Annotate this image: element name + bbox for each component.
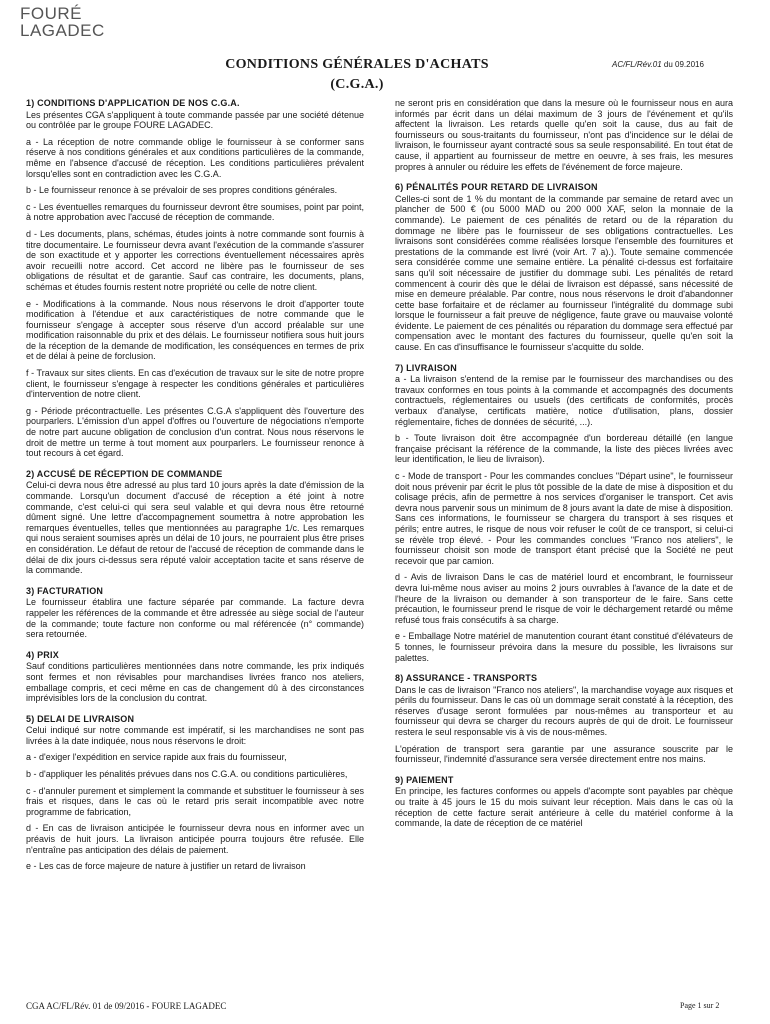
title-line-2: (C.G.A.) — [330, 77, 384, 92]
left-column — [26, 98, 364, 882]
footer-reference: CGA AC/FL/Rév. 01 de 09/2016 - FOURE LAGADEC — [26, 1001, 227, 1011]
paragraph: Celui-ci devra nous être adressé au plus tard 10 jours après la date d'émission de la commande. Lorsqu'un document d'accusé de réception a été joint à notre commande, c'est celui-ci qui sera seul valable et qui devra nous être retourné dûment signé. Une lettre d'accompagnement soumettra à notre approbation les remarques éventuelles, telles que mentionnées au paragraphe 1/c. Les remarques qui nous seraient soumises après un délai de 10 jours, ne pourraient plus être prises en considération. Le défaut de retour de l'accusé de réception de commande dans le délai de dix jours ci-dessus sera réputé valoir acceptation tacite et sans réserve de la commande. — [26, 480, 364, 576]
reference-code: AC/FL/Rév.01 — [612, 60, 662, 69]
section-heading: 8) ASSURANCE - TRANSPORTS — [395, 673, 538, 684]
paragraph: Sauf conditions particulières mentionnées dans notre commande, les prix indiqués sont fermes et non révisables pour marchandises livrées franco nos ateliers, emballage compris, et ceci même en cas de changement dû à des circonstances imprévisibles lors de la conclusion du contrat. — [26, 661, 364, 704]
paragraph: c - d'annuler purement et simplement la commande et substituer le fournisseur à ses frais et risques, dans le cas où le retard pris serait incompatible avec notre programme de fabrication, — [26, 785, 364, 817]
paragraph: d - Avis de livraison Dans le cas de matériel lourd et encombrant, le fournisseur devra lui-même nous aviser au moins 2 jours ouvrables à l'avance de la date et de l'heure de la livraison ou demander à son transporteur de le faire. Sans cette précaution, le fournisseur prend le risque de voir le déchargement retardé ou même refusé tous frais consécutifs à sa charge. — [395, 572, 733, 625]
paragraph: b - Toute livraison doit être accompagnée d'un bordereau détaillé (en langue française précisant la référence de la commande, la liste des pièces livrées avec leur identification, le lieu de livraison). — [395, 433, 733, 465]
section — [395, 775, 733, 829]
logo-line-1: FOURÉ — [20, 4, 82, 23]
paragraph: e - Modifications à la commande. Nous nous réservons le droit d'apporter toute modification à l'étendue et aux caractéristiques de notre commande que le fournisseur s'engage à accepter sous réserve d'un accord préalable sur une modification raisonnable du prix et des délais. Le fournisseur notifiera sous huit jours de la réception de la demande de modification, les conséquences en termes de prix et de délai à peine de forclusion. — [26, 298, 364, 362]
paragraph: ne seront pris en considération que dans la mesure où le fournisseur nous en aura informés par écrit dans un délai maximum de 3 jours de l'événement et qu'ils affectent la livraison. Les retards quelle qu'en soit la cause, dus au fait de fournisseurs ou sous-traitants du fournisseur, n'ont pas d'incidence sur le délai de livraison, le fournisseur ayant contracté sous sa seule responsabilité. En tout état de cause, il appartient au fournisseur de mettre en oeuvre, à ses frais, les mesures propres à annuler ou réduire les effets de l'événement de force majeure. — [395, 98, 733, 172]
section — [395, 363, 733, 663]
section — [26, 650, 364, 704]
paragraph: L'opération de transport sera garantie par une assurance souscrite par le fournisseur, l'indemnité d'assurance sera versée directement entre nos mains. — [395, 743, 733, 765]
paragraph: Les présentes CGA s'appliquent à toute commande passée par une société détenue ou contrôlée par le groupe FOURE LAGADEC. — [26, 109, 364, 131]
section — [26, 586, 364, 640]
title-line-1: CONDITIONS GÉNÉRALES D'ACHATS — [225, 57, 489, 72]
section — [395, 98, 733, 172]
right-column — [395, 98, 733, 839]
paragraph: c - Mode de transport - Pour les commandes conclues "Départ usine", le fournisseur doit nous prévenir par écrit le plus tôt possible de la date de mise à disposition et du colisage précis, afin de permettre à nos services d'organiser le transport. Cet avis devra nous parvenir sous un minimum de 8 jours avant la date de mise à disposition. Sans ces informations, le fournisseur se chargera du transport à ses risques et périls; entre autres, le risque de nous voir refuser le coût de ce transport, si celui-ci se révèle trop élevé. - Pour les commandes conclues "Franco nos ateliers", le fournisseur choisit son mode de transport étant précisé que la Société ne peut recevoir que par camion. — [395, 471, 733, 566]
paragraph: Dans le cas de livraison "Franco nos ateliers", la marchandise voyage aux risques et périls du fournisseur. Dans le cas où un dommage serait constaté à la réception, des réserves d'usage seront formulées par nous-mêmes au transporteur et au fournisseur qui devra se charger du recours auprès de qui de droit. Le fournisseur restera le seul responsable vis à vis de nous-mêmes. — [395, 684, 733, 738]
section-heading: 7) LIVRAISON — [395, 362, 457, 373]
paragraph: Celui indiqué sur notre commande est impératif, si les marchandises ne sont pas livrées à la date indiquée, nous nous réservons le droit: — [26, 725, 364, 746]
paragraph: a - La réception de notre commande oblige le fournisseur à se conformer sans réserve à nos conditions générales et aux conditions particulières de la commande, même en l'absence d'accusé de réception. Les conditions particulières prévalent lorsqu'elles sont en contradiction avec les C.G.A. — [26, 136, 364, 179]
paragraph: d - En cas de livraison anticipée le fournisseur devra nous en informer avec un préavis de huit jours. La livraison anticipée pourra toujours être refusée. Elle n'entraîne pas anticipation des délais de paiement. — [26, 823, 364, 855]
section — [395, 182, 733, 353]
section-heading: 4) PRIX — [26, 649, 59, 660]
paragraph: Celles-ci sont de 1 % du montant de la commande par semaine de retard avec un plancher de 500 € (ou 5000 MAD ou 200 000 XAF, selon la monnaie de la commande). Le paiement de ces pénalités de retard ou de la réparation du dommage ne libère pas le fournisseur de ses obligations contractuelles. Les livraisons sont considérées comme réalisées lorsque l'ensemble des fournitures et prestations de la commande est livré (voir Art. 7 a).). Toute semaine commencée sera considérée comme une semaine entière. La pénalité ci-dessus est forfaitaire sans qu'il soit nécessaire de justifier du dommage subi. Les pénalités de retard commencent à courir dès que le délai de livraison est dépassé, sans nécessité de mise en demeure préalable. Par contre, nous nous réservons le droit d'abandonner cette base forfaitaire et de réclamer au fournisseur l'intégralité du dommage subi lorsque le fournisseur a fait preuve de négligence, faute grave ou mauvaise volonté évidente. Le paiement de ces pénalités ou réparation du dommage sera effectué par compensation avec le montant des factures du fournisseur, quelle qu'en soit la cause. En cas d'insuffisance le fournisseur s'acquitte du solde. — [395, 193, 733, 353]
reference-date: du 09.2016 — [661, 60, 704, 69]
section-heading: 6) PÉNALITÉS POUR RETARD DE LIVRAISON — [395, 182, 598, 193]
section-heading: 2) ACCUSÉ DE RÉCEPTION DE COMMANDE — [26, 468, 223, 479]
section-heading: 1) CONDITIONS D'APPLICATION DE NOS C.G.A. — [26, 98, 240, 108]
section — [26, 714, 364, 872]
section-heading: 3) FACTURATION — [26, 585, 104, 596]
logo-line-2: LAGADEC — [20, 21, 105, 40]
company-logo — [20, 5, 105, 39]
paragraph: a - d'exiger l'expédition en service rapide aux frais du fournisseur, — [26, 752, 287, 763]
paragraph: d - Les documents, plans, schémas, études joints à notre commande sont fournis à titre documentaire. Le fournisseur devra avant l'exécution de la commande s'assurer de son exactitude et y apporter les corrections éventuellement nécessaires après avoir recueilli notre accord. Cet accord ne libère pas le fournisseur de ses obligations de résultat et de garantie. Sauf cas contraire, les documents, plans, schémas et études fournis restent notre propriété ou celle de notre client. — [26, 228, 364, 292]
section — [26, 98, 364, 459]
document-title — [222, 55, 492, 95]
document-reference — [612, 60, 704, 69]
paragraph: f - Travaux sur sites clients. En cas d'exécution de travaux sur le site de notre propre client, le fournisseur s'engage à respecter les conditions générales et particulières d'intervention de notre client. — [26, 368, 364, 400]
section-heading: 5) DELAI DE LIVRAISON — [26, 713, 135, 724]
section — [395, 673, 733, 765]
paragraph: a - La livraison s'entend de la remise par le fournisseur des marchandises ou des travaux conformes en tous points à la commande et accompagnés des documents contractuels, réglementaires ou usuels (des certificats de conformités, procès verbaux d'analyse, certificats matière, notice d'utilisation, plans, dossier réglementaire, fiches de données de sécurité, ...). — [395, 374, 733, 427]
page-number: Page 1 sur 2 — [680, 1001, 720, 1010]
paragraph: g - Période précontractuelle. Les présentes C.G.A s'appliquent dès l'ouverture des pourparlers. L'émission d'un appel d'offres ou l'ouverture de négociations n'emporte de notre part aucune obligation de conclusion d'un contrat. Nous nous réservons le droit de mettre un terme à tout moment aux pourparlers. Le fournisseur renonce à tout recours à cet égard. — [26, 405, 364, 459]
section-heading: 9) PAIEMENT — [395, 774, 454, 785]
paragraph: b - Le fournisseur renonce à se prévaloir de ses propres conditions générales. — [26, 185, 338, 196]
paragraph: Le fournisseur établira une facture séparée par commande. La facture devra rappeler les références de la commande et être adressée au siège social de l'auteur de la commande; toute facture non conforme ou mal référencée (n° commande) sera retournée. — [26, 597, 364, 640]
paragraph: b - d'appliquer les pénalités prévues dans nos C.G.A. ou conditions particulières, — [26, 769, 348, 780]
paragraph: En principe, les factures conformes ou appels d'acompte sont payables par chèque ou traite à 45 jours le 15 du mois suivant leur réception. Mais dans le cas où la réception de cette facture serait antérieure à celle du matériel conforme à la commande, la date de réception de ce matériel — [395, 786, 733, 829]
paragraph: e - Emballage Notre matériel de manutention courant étant constitué d'élévateurs de 5 tonnes, le fournisseur prévoira dans la mesure du possible, les livraisons sur palettes. — [395, 631, 733, 663]
paragraph: e - Les cas de force majeure de nature à justifier un retard de livraison — [26, 861, 306, 872]
section — [26, 469, 364, 576]
paragraph: c - Les éventuelles remarques du fournisseur devront être soumises, point par point, à notre approbation avec l'accusé de réception de commande. — [26, 201, 364, 223]
